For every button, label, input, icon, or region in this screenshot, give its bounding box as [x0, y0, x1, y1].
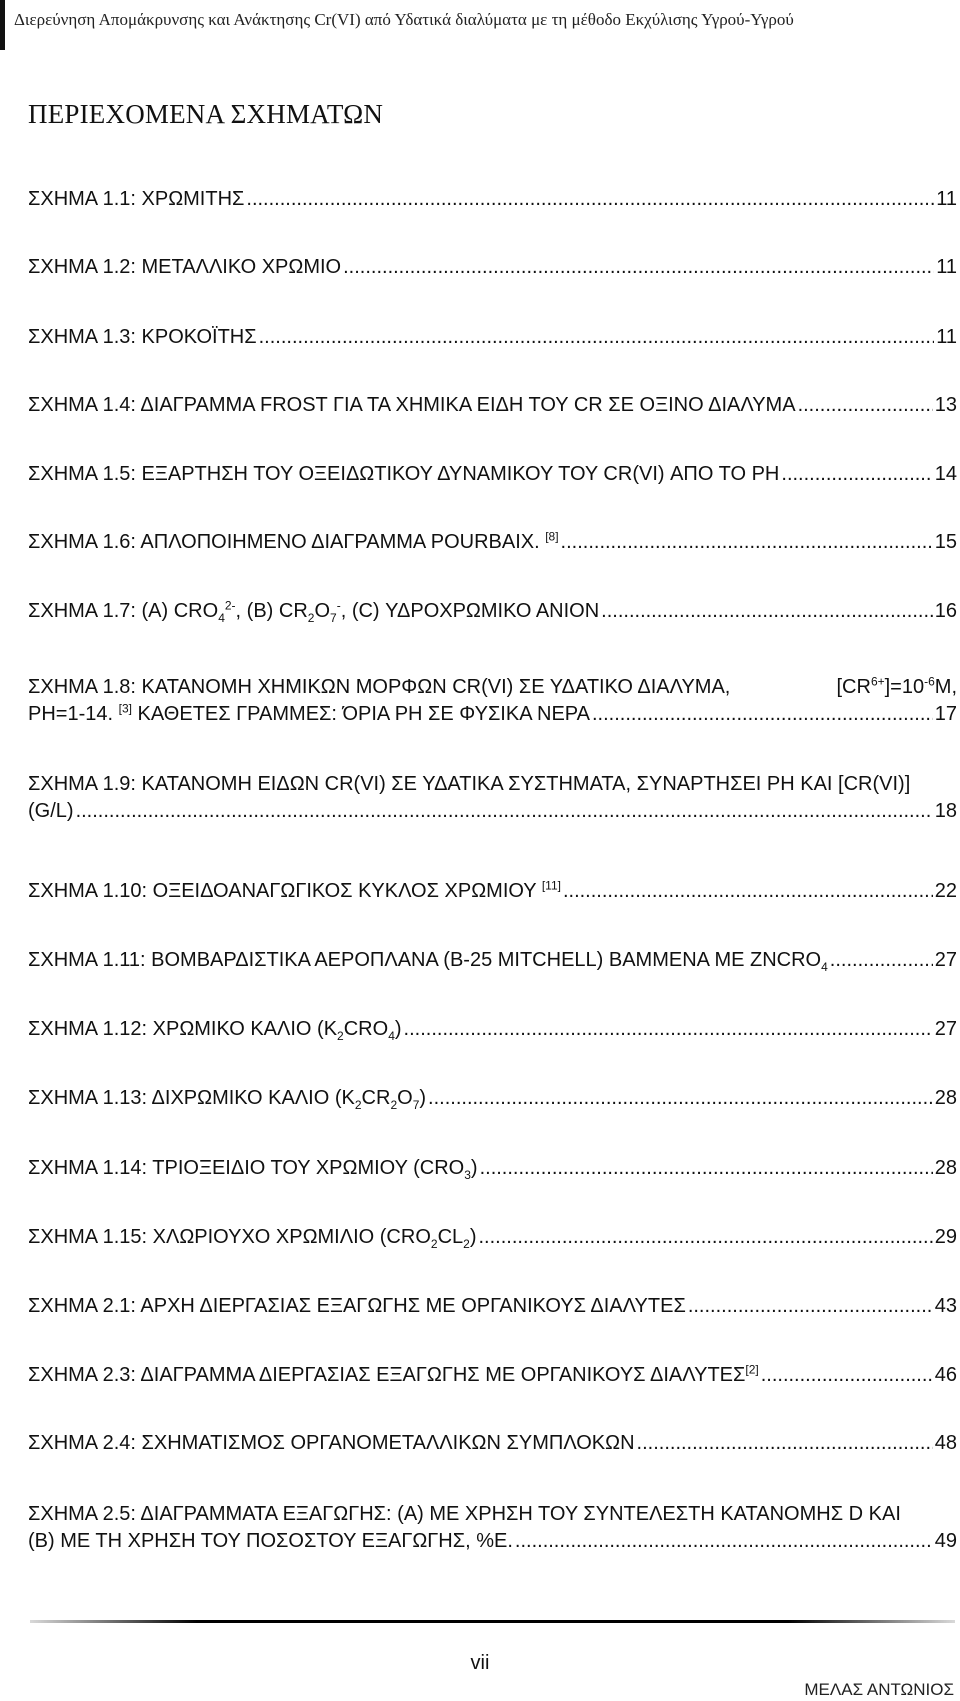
entry-page-number: 18	[934, 800, 957, 822]
entry-label: ΣΧΗΜΑ 1.13: ΔΙΧΡΩΜΙΚΟ ΚΑΛΙΟ $(K_2CR_2O_7)$	[28, 1087, 427, 1112]
toc-entry-1-3[interactable]	[28, 324, 957, 350]
toc-entry-1-1[interactable]	[28, 186, 957, 212]
toc-entry-2-1[interactable]	[28, 1293, 957, 1319]
entry-page-number: 43	[934, 1295, 957, 1317]
entry-label: ΣΧΗΜΑ 2.3: ΔΙΑΓΡΑΜΜΑ ΔΙΕΡΓΑΣΙΑΣ ΕΞΑΓΩΓΗΣ ΜΕ ΟΡΓΑΝΙΚΟΥΣ ΔΙΑΛΥΤΕΣ[2]	[28, 1362, 759, 1386]
toc-entry-2-5[interactable]	[28, 1500, 957, 1554]
toc-entry-2-3[interactable]	[28, 1362, 957, 1388]
dot-leader	[428, 1085, 933, 1111]
entry-page-number: 29	[934, 1226, 957, 1248]
entry-label: ΣΧΗΜΑ 1.2: ΜΕΤΑΛΛΙΚΟ ΧΡΩΜΙΟ	[28, 256, 342, 278]
footer-rule	[30, 1620, 955, 1623]
entry-label-line-2: PH=1-14. [3] ΚΑΘΕΤΕΣ ΓΡΑΜΜΕΣ: ΌΡΙΑ PH ΣΕ ΦΥΣΙΚΑ ΝΕΡΑ	[28, 701, 590, 725]
entry-page-number: 27	[934, 949, 957, 971]
dot-leader	[246, 186, 934, 212]
dot-leader	[592, 701, 933, 727]
entry-label-line-2: (G/L)	[28, 800, 74, 822]
entry-page-number: 27	[934, 1018, 957, 1040]
entry-label: ΣΧΗΜΑ 1.5: ΕΞΑΡΤΗΣΗ ΤΟΥ ΟΞΕΙΔΩΤΙΚΟΥ ΔΥΝΑΜΙΚΟΥ ΤΟΥ CR(VI) ΑΠΟ ΤΟ PH	[28, 463, 780, 485]
toc-entry-1-6[interactable]	[28, 529, 957, 555]
dot-leader	[601, 598, 933, 624]
entry-label: ΣΧΗΜΑ 1.6: ΑΠΛΟΠΟΙΗΜΕΝΟ ΔΙΑΓΡΑΜΜΑ POURBAIX. [8]	[28, 529, 559, 553]
entry-page-number: 15	[934, 531, 957, 553]
entry-label: ΣΧΗΜΑ 1.15: ΧΛΩΡΙΟΥΧΟ ΧΡΩΜΙΛΙΟ $(CRO_2CL_2)$	[28, 1226, 477, 1251]
dot-leader	[781, 461, 932, 487]
entry-page-number: 22	[934, 880, 957, 902]
entry-label: ΣΧΗΜΑ 1.11: ΒΟΜΒΑΡΔΙΣΤΙΚΑ ΑΕΡΟΠΛΑΝΑ (B-25 MITCHELL) ΒΑΜΜΕΝΑ ΜΕ $ZNCRO_4$	[28, 949, 828, 974]
toc-entry-1-2[interactable]	[28, 254, 957, 280]
entry-page-number: 49	[934, 1530, 957, 1552]
entry-page-number: 16	[934, 600, 957, 622]
dot-leader	[563, 878, 933, 904]
citation-ref: [11]	[541, 878, 561, 893]
citation-ref: [3]	[118, 701, 132, 716]
entry-label: ΣΧΗΜΑ 2.1: ΑΡΧΗ ΔΙΕΡΓΑΣΙΑΣ ΕΞΑΓΩΓΗΣ ΜΕ ΟΡΓΑΝΙΚΟΥΣ ΔΙΑΛΥΤΕΣ	[28, 1295, 686, 1317]
running-header: Διερεύνηση Απομάκρυνσης και Ανάκτησης Cr(VI) από Υδατικά διαλύματα με τη μέθοδο Εκχύλισης Υγρού-Υγρού	[14, 10, 794, 29]
dot-leader	[798, 392, 933, 418]
entry-page-number: 48	[934, 1432, 957, 1454]
page-title: ΠΕΡΙΕΧΟΜΕΝΑ ΣΧΗΜΑΤΩΝ	[28, 99, 384, 129]
entry-label: ΣΧΗΜΑ 1.4: ΔΙΑΓΡΑΜΜΑ FROST ΓΙΑ ΤΑ ΧΗΜΙΚΑ ΕΙΔΗ ΤΟΥ CR ΣΕ ΟΞΙΝΟ ΔΙΑΛΥΜΑ	[28, 394, 796, 416]
entry-page-number: 11	[936, 188, 957, 210]
toc-entry-1-7[interactable]	[28, 598, 957, 624]
toc-entry-1-11[interactable]	[28, 947, 957, 973]
toc-entry-2-4[interactable]	[28, 1430, 957, 1456]
dot-leader	[515, 1528, 933, 1554]
entry-page-number: 17	[934, 703, 957, 725]
entry-label: ΣΧΗΜΑ 1.12: ΧΡΩΜΙΚΟ ΚΑΛΙΟ $(K_2CRO_4)$	[28, 1018, 402, 1043]
toc-entry-1-9[interactable]	[28, 770, 957, 824]
citation-ref: [2]	[745, 1362, 759, 1377]
toc-entry-1-14[interactable]	[28, 1155, 957, 1181]
citation-ref: [8]	[545, 529, 559, 544]
dot-leader	[561, 529, 933, 555]
entry-page-number: 46	[934, 1364, 957, 1386]
entry-label-line-1: ΣΧΗΜΑ 1.9: ΚΑΤΑΝΟΜΗ ΕΙΔΩΝ CR(VI) ΣΕ ΥΔΑΤΙΚΑ ΣΥΣΤΗΜΑΤΑ, ΣΥΝΑΡΤΗΣΕΙ PH ΚΑΙ [CR(VI)]	[28, 773, 911, 795]
page-number: vii	[470, 1652, 490, 1674]
toc-entry-1-13[interactable]	[28, 1085, 957, 1111]
header-accent-bar	[0, 0, 5, 50]
toc-entry-1-4[interactable]	[28, 392, 957, 418]
entry-page-number: 28	[934, 1157, 957, 1179]
author-name: ΜΕΛΑΣ ΑΝΤΩΝΙΟΣ	[804, 1680, 954, 1699]
dot-leader	[479, 1224, 933, 1250]
entry-page-number: 14	[934, 463, 957, 485]
entry-label: ΣΧΗΜΑ 2.4: ΣΧΗΜΑΤΙΣΜΟΣ ΟΡΓΑΝΟΜΕΤΑΛΛΙΚΩΝ ΣΥΜΠΛΟΚΩΝ	[28, 1432, 635, 1454]
entry-label: ΣΧΗΜΑ 1.10: ΟΞΕΙΔΟΑΝΑΓΩΓΙΚΟΣ ΚΥΚΛΟΣ ΧΡΩΜΙΟΥ [11]	[28, 878, 561, 902]
dot-leader	[259, 324, 935, 350]
dot-leader	[480, 1155, 933, 1181]
entry-label: ΣΧΗΜΑ 1.3: ΚΡΟΚΟΪΤΗΣ	[28, 326, 257, 348]
entry-label-line-1: ΣΧΗΜΑ 1.8: ΚΑΤΑΝΟΜΗ ΧΗΜΙΚΩΝ ΜΟΡΦΩΝ CR(VI) ΣΕ ΥΔΑΤΙΚΟ ΔΙΑΛΥΜΑ, $[CR^{6+}]=10^{-6}M$,	[28, 674, 957, 698]
toc-entry-1-15[interactable]	[28, 1224, 957, 1250]
dot-leader	[76, 798, 933, 824]
entry-label-line-2: (Β) ΜΕ ΤΗ ΧΡΗΣΗ ΤΟΥ ΠΟΣΟΣΤΟΥ ΕΞΑΓΩΓΗΣ, %Ε.	[28, 1530, 513, 1552]
entry-page-number: 13	[934, 394, 957, 416]
dot-leader	[688, 1293, 933, 1319]
entry-label: ΣΧΗΜΑ 1.14: ΤΡΙΟΞΕΙΔΙΟ ΤΟΥ ΧΡΩΜΙΟΥ $(CRO_3)$	[28, 1157, 478, 1182]
entry-label: ΣΧΗΜΑ 1.7: (Α) $CRO_4^{2-}$, (B) $CR_2O_7^-$, (C) ΥΔΡΟΧΡΩΜΙΚΟ ΑΝΙΟΝ	[28, 598, 600, 625]
toc-entry-1-12[interactable]	[28, 1016, 957, 1042]
toc-entry-1-10[interactable]	[28, 878, 957, 904]
entry-page-number: 28	[934, 1087, 957, 1109]
dot-leader	[343, 254, 934, 280]
entry-page-number: 11	[936, 326, 957, 348]
dot-leader	[637, 1430, 933, 1456]
dot-leader	[404, 1016, 933, 1042]
dot-leader	[830, 947, 933, 973]
toc-entry-1-5[interactable]	[28, 461, 957, 487]
entry-label: ΣΧΗΜΑ 1.1: ΧΡΩΜΙΤΗΣ	[28, 188, 245, 210]
toc-entry-1-8[interactable]	[28, 673, 957, 727]
entry-label-line-1: ΣΧΗΜΑ 2.5: ΔΙΑΓΡΑΜΜΑΤΑ ΕΞΑΓΩΓΗΣ: (Α) ΜΕ ΧΡΗΣΗ ΤΟΥ ΣΥΝΤΕΛΕΣΤΗ ΚΑΤΑΝΟΜΗΣ D ΚΑΙ	[28, 1503, 901, 1525]
dot-leader	[761, 1362, 933, 1388]
entry-page-number: 11	[936, 256, 957, 278]
